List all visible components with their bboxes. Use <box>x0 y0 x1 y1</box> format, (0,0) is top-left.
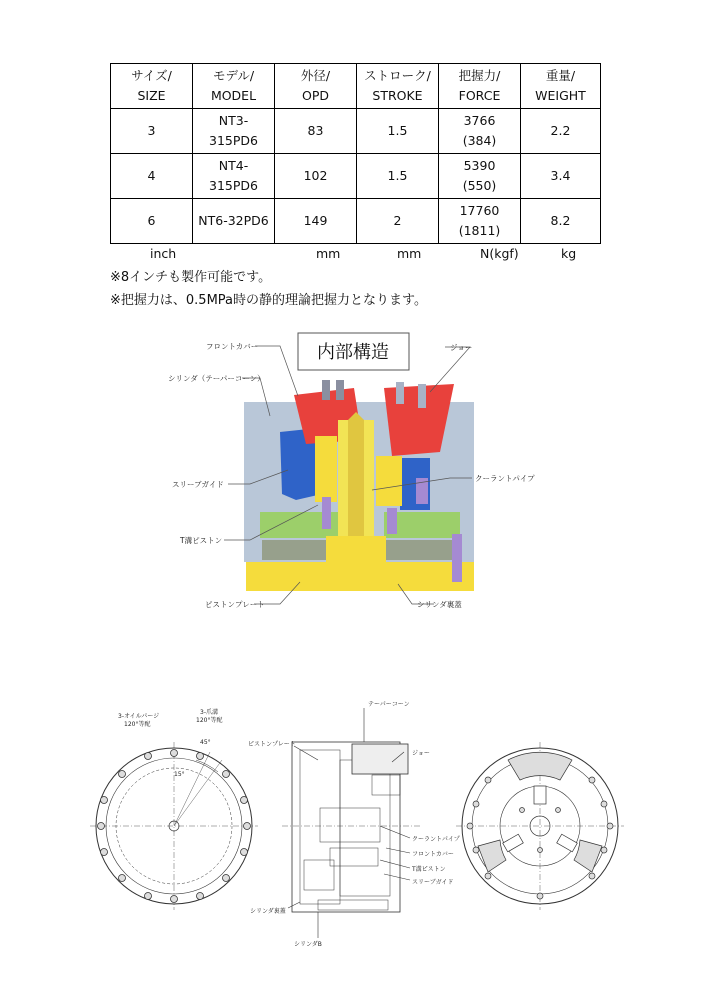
label-jaw-2: ジョー <box>412 750 430 757</box>
t-piston-right <box>387 508 397 534</box>
note-force: ※把握力は、0.5MPa時の静的理論把握力となります。 <box>110 293 427 308</box>
unit-opd: mm <box>316 246 341 261</box>
header-model: モデル/ MODEL <box>193 64 275 109</box>
cell-force: 5390 (550) <box>439 154 521 199</box>
label-sleeve-guide-2: スリーブガイド <box>412 879 454 886</box>
t-piston-left <box>322 497 331 529</box>
header-force: 把握力/ FORCE <box>439 64 521 109</box>
label-piston-plate: ピストンプレート <box>205 600 265 609</box>
label-cylinder-bottom-2: シリンダ裏蓋 <box>250 908 286 915</box>
label-t-piston: T溝ピストン <box>180 536 223 545</box>
cell-stroke: 1.5 <box>357 109 439 154</box>
header-size: サイズ/ SIZE <box>111 64 193 109</box>
label-jaw-count: 3-爪溝 <box>200 709 218 716</box>
label-t-piston-2: T溝ピストン <box>412 866 446 873</box>
yellow-left <box>315 436 337 502</box>
label-jaw: ジョー <box>450 343 473 352</box>
piston-plate-part <box>246 562 474 591</box>
diagram-title: 内部構造 <box>317 342 389 363</box>
cell-size: 3 <box>111 109 193 154</box>
rear-view-drawing <box>456 742 624 910</box>
bolt <box>396 382 404 404</box>
header-opd: 外径/ OPD <box>275 64 357 109</box>
label-front-cover-2: フロントカバー <box>412 851 454 858</box>
label-angle-15: 15° <box>174 771 185 778</box>
front-view-drawing <box>90 742 258 910</box>
cell-model: NT4- 315PD6 <box>193 154 275 199</box>
cell-opd: 149 <box>275 199 357 244</box>
label-front-cover: フロントカバー <box>206 342 259 351</box>
bolt <box>418 384 426 408</box>
cell-force: 17760 (1811) <box>439 199 521 244</box>
label-jaw-angle: 120°等配 <box>196 717 223 724</box>
cell-size: 6 <box>111 199 193 244</box>
unit-force: N(kgf) <box>480 246 519 261</box>
center-base <box>326 536 386 562</box>
label-coolant-pipe-2: クーラントパイプ <box>412 836 460 843</box>
unit-stroke: mm <box>397 246 422 261</box>
label-cylinder-b: シリンダB <box>294 941 322 948</box>
bolt <box>322 380 330 400</box>
cell-stroke: 2 <box>357 199 439 244</box>
label-oil-purge-angle: 120°等配 <box>124 721 151 728</box>
unit-size: inch <box>150 246 177 261</box>
cell-model: NT6-32PD6 <box>193 199 275 244</box>
yellow-right <box>376 456 402 506</box>
label-angle-45: 45° <box>200 739 211 746</box>
cell-opd: 83 <box>275 109 357 154</box>
cell-weight: 8.2 <box>521 199 601 244</box>
label-sleeve-guide: スリーブガイド <box>172 480 224 489</box>
label-coolant-pipe: クーラントパイプ <box>475 474 535 483</box>
cell-stroke: 1.5 <box>357 154 439 199</box>
header-weight: 重量/ WEIGHT <box>521 64 601 109</box>
label-cylinder-taper: シリンダ（テーパーコーン） <box>168 374 265 383</box>
label-cylinder-bottom: シリンダ裏蓋 <box>417 600 462 609</box>
section-view-drawing <box>282 708 420 938</box>
cell-weight: 3.4 <box>521 154 601 199</box>
cell-weight: 2.2 <box>521 109 601 154</box>
bolt <box>336 380 344 400</box>
label-piston-plate-2: ピストンプレート <box>248 741 296 748</box>
header-stroke: ストローク/ STROKE <box>357 64 439 109</box>
internal-structure-diagram <box>168 333 535 609</box>
grey-plate-right <box>382 540 462 560</box>
unit-weight: kg <box>561 246 577 261</box>
label-taper-cone: テーパーコーン <box>368 701 410 708</box>
cell-model: NT3- 315PD6 <box>193 109 275 154</box>
note-8inch: ※8インチも製作可能です。 <box>110 270 272 285</box>
cell-opd: 102 <box>275 154 357 199</box>
cell-force: 3766 (384) <box>439 109 521 154</box>
label-oil-purge: 3-オイルパージ <box>118 713 160 720</box>
cell-size: 4 <box>111 154 193 199</box>
piston-right-outer <box>452 534 462 582</box>
